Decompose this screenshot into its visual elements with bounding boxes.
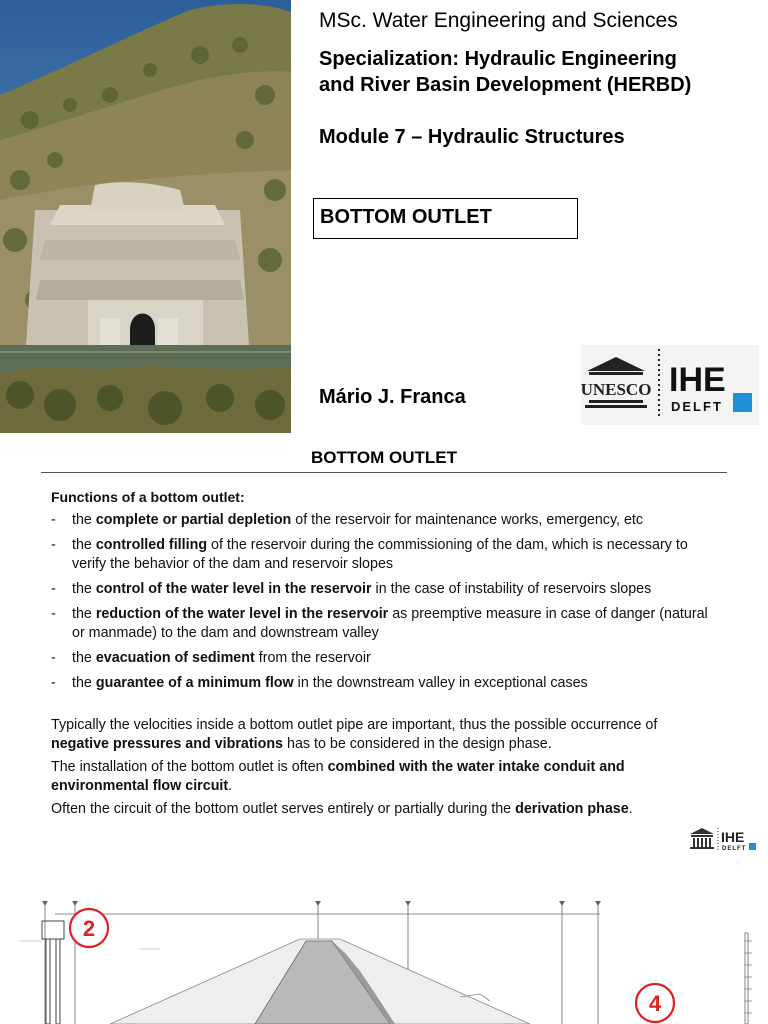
unesco-wordmark: UNESCO: [581, 380, 652, 399]
delft-wordmark-small: DELFT: [722, 846, 747, 852]
function-emphasis: evacuation of sediment: [95, 650, 255, 666]
function-text: the: [72, 512, 96, 528]
para3-text: Often the circuit of the bottom outlet serves entirely or partially during the: [51, 801, 516, 817]
dam-photo: [0, 0, 291, 433]
function-text: the: [72, 650, 96, 666]
function-item: [51, 511, 711, 530]
title-divider: [41, 472, 727, 473]
function-text-end: in the downstream valley in exceptional cases: [293, 675, 588, 691]
lecture-title-box: BOTTOM OUTLET: [313, 198, 578, 239]
para1-text-end: has to be considered in the design phase.: [283, 736, 552, 752]
para2-text: The installation of the bottom outlet is often: [51, 759, 328, 775]
list-dash: -: [51, 650, 56, 666]
specialization-line-2: and River Basin Development (HERBD): [319, 74, 692, 96]
slide-body: [51, 488, 711, 819]
ihe-wordmark: IHE: [669, 361, 726, 399]
function-text: the: [72, 537, 96, 553]
list-dash: -: [51, 512, 56, 528]
function-item: [51, 580, 711, 599]
function-emphasis: complete or partial depletion: [95, 512, 292, 528]
marker-4-label: 4: [648, 991, 662, 1016]
paragraph-derivation: [51, 800, 711, 819]
function-item: [51, 674, 711, 693]
function-emphasis: controlled filling: [95, 537, 208, 553]
ihe-blue-square: [733, 393, 752, 412]
author-name: Mário J. Franca: [319, 386, 466, 408]
function-item: [51, 605, 711, 643]
unesco-ihe-logo: [581, 345, 759, 425]
function-text-end: in the case of instability of reservoirs slopes: [371, 581, 652, 597]
function-text: the: [72, 606, 96, 622]
function-text-end: as preemptive measure in case of danger (natural or manmade) to the dam and downstream valley: [72, 606, 708, 641]
title-slide: [0, 0, 768, 433]
paragraph-velocities: [51, 716, 711, 754]
function-item: [51, 536, 711, 574]
function-text-end: of the reservoir for maintenance works, emergency, etc: [291, 512, 644, 528]
functions-list: [51, 511, 711, 693]
list-dash: -: [51, 537, 56, 553]
para2-text-end: .: [228, 778, 233, 794]
para1-text: Typically the velocities inside a bottom outlet pipe are important, thus the possible occurrence of: [51, 717, 658, 733]
function-emphasis: guarantee of a minimum flow: [95, 675, 294, 691]
ihe-logo-small: [688, 825, 758, 853]
list-dash: -: [51, 606, 56, 622]
list-dash: -: [51, 581, 56, 597]
slide-title: BOTTOM OUTLET: [310, 448, 458, 467]
function-text: the: [72, 675, 96, 691]
para2-emphasis: combined with the water intake conduit and environmental flow circuit: [51, 759, 625, 794]
list-dash: -: [51, 675, 56, 691]
specialization-line-1: Specialization: Hydraulic Engineering: [319, 48, 677, 70]
function-item: [51, 649, 711, 668]
ihe-blue-square-small: [749, 843, 756, 850]
paragraph-installation: [51, 758, 711, 796]
marker-2-label: 2: [82, 916, 96, 941]
para3-text-end: .: [628, 801, 633, 817]
functions-slide: [0, 433, 768, 861]
function-emphasis: control of the water level in the reservoir: [95, 581, 372, 597]
dam-photo-image: [0, 0, 291, 433]
dam-drawing-slide: [0, 861, 768, 1024]
title-block: [319, 8, 759, 150]
function-text-end: of the reservoir during the commissioning of the dam, which is necessary to verify the behavior of the dam and reservoir slopes: [72, 537, 688, 572]
functions-heading: Functions of a bottom outlet:: [51, 489, 245, 505]
program-name: MSc. Water Engineering and Sciences: [319, 9, 678, 32]
function-text: the: [72, 581, 96, 597]
dam-cross-section-drawing: [0, 861, 768, 1024]
specialization: [319, 46, 759, 98]
function-text-end: from the reservoir: [254, 650, 371, 666]
ihe-wordmark-small: IHE: [721, 829, 745, 845]
module-title: Module 7 – Hydraulic Structures: [319, 126, 625, 148]
para3-emphasis: derivation phase: [515, 801, 629, 817]
function-emphasis: reduction of the water level in the reservoir: [95, 606, 389, 622]
para1-emphasis: negative pressures and vibrations: [51, 736, 284, 752]
delft-wordmark: DELFT: [671, 399, 723, 414]
